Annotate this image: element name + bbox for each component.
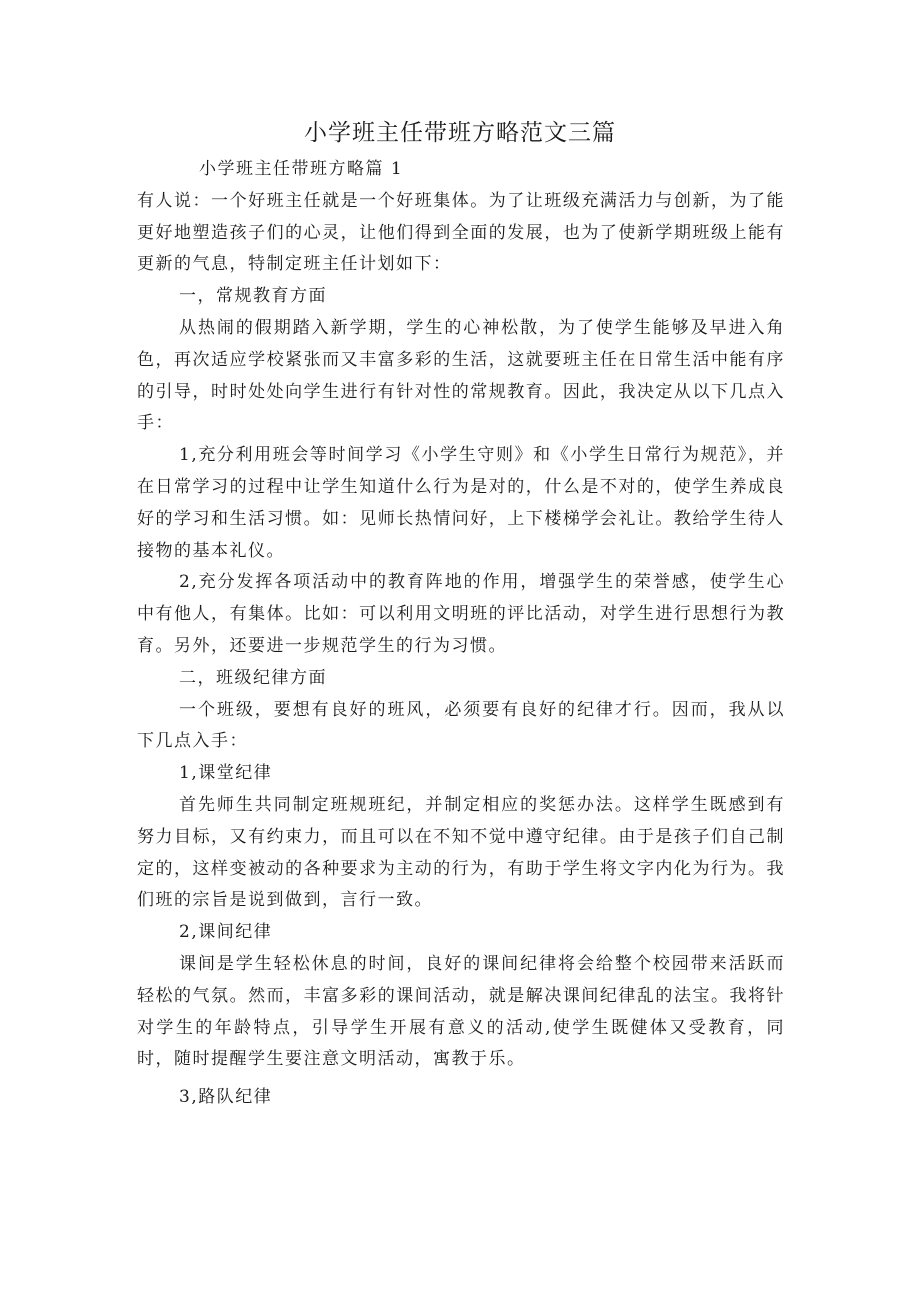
document-body xyxy=(137,154,785,1114)
paragraph-item-2: 2,充分发挥各项活动中的教育阵地的作用，增强学生的荣誉感，使学生心中有他人，有集体。比如：可以利用文明班的评比活动，对学生进行思想行为教育。另外，还要进一步规范学生的行为习惯。 xyxy=(137,572,785,656)
heading-classroom-discipline: 1,课堂纪律 xyxy=(179,763,273,784)
paragraph-break-discipline: 课间是学生轻松休息的时间，良好的课间纪律将会给整个校园带来活跃而轻松的气氛。然而，丰富多彩的课间活动，就是解决课间纪律乱的法宝。我将针对学生的年龄特点，引导学生开展有意义的活动,使学生既健体又受教育，同时，随时提醒学生要注意文明活动，寓教于乐。 xyxy=(137,953,785,1070)
heading-routine-education: 一，常规教育方面 xyxy=(179,286,327,307)
section-subtitle: 小学班主任带班方略篇 1 xyxy=(199,159,404,179)
paragraph-item-1: 1,充分利用班会等时间学习《小学生守则》和《小学生日常行为规范》，并在日常学习的过程中让学生知道什么行为是对的，什么是不对的，使学生养成良好的学习和生活习惯。如：见师长热情问好，上下楼梯学会礼让。教给学生待人接物的基本礼仪。 xyxy=(137,445,785,561)
paragraph-intro: 有人说：一个好班主任就是一个好班集体。为了让班级充满活力与创新，为了能更好地塑造孩子们的心灵，让他们得到全面的发展，也为了使新学期班级上能有更新的气息，特制定班主任计划如下： xyxy=(137,190,785,275)
document-title: 小学班主任带班方略范文三篇 xyxy=(304,120,616,146)
paragraph-routine-education: 从热闹的假期踏入新学期，学生的心神松散，为了使学生能够及早进入角色，再次适应学校紧张而又丰富多彩的生活，这就要班主任在日常生活中能有序的引导，时时处处向学生进行有针对性的常规教育。因此，我决定从以下几点入手： xyxy=(137,317,785,434)
heading-class-discipline: 二，班级纪律方面 xyxy=(179,667,327,688)
heading-queue-discipline: 3,路队纪律 xyxy=(179,1087,273,1108)
paragraph-classroom-discipline: 首先师生共同制定班规班纪，并制定相应的奖惩办法。这样学生既感到有努力目标，又有约束力，而且可以在不知不觉中遵守纪律。由于是孩子们自己制定的，这样变被动的各种要求为主动的行为，有助于学生将文字内化为行为。我们班的宗旨是说到做到，言行一致。 xyxy=(137,794,785,911)
heading-break-discipline: 2,课间纪律 xyxy=(179,922,273,943)
paragraph-class-discipline: 一个班级，要想有良好的班风，必须要有良好的纪律才行。因而，我从以下几点入手： xyxy=(137,699,785,752)
